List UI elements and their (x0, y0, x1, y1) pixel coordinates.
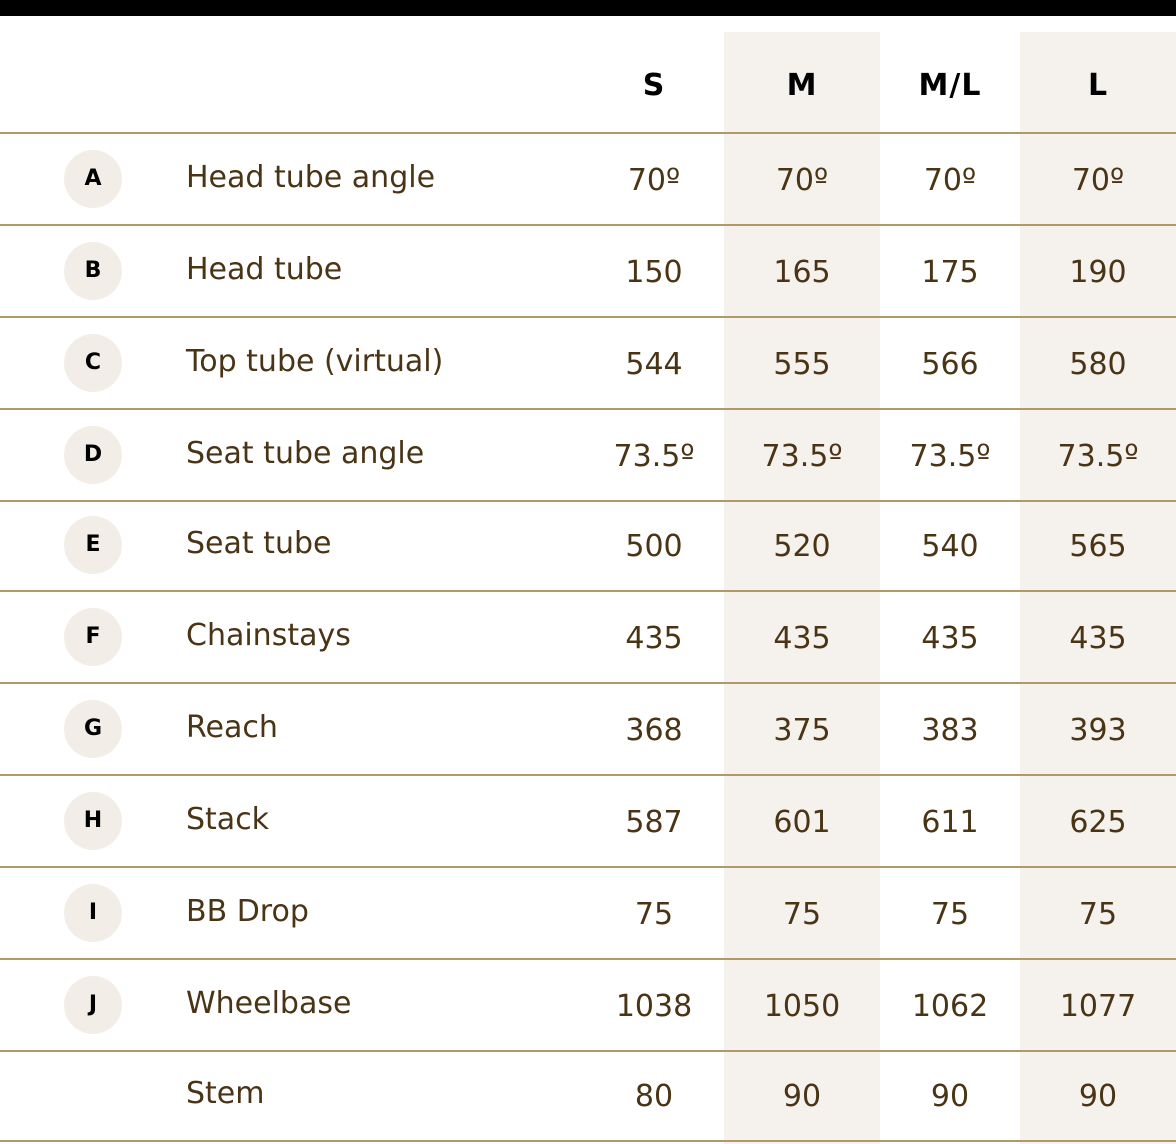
value-ml: 175 (921, 255, 979, 290)
value-s: 75 (634, 897, 674, 932)
value-l: 625 (1069, 805, 1127, 840)
value-s: 73.5º (613, 439, 695, 474)
value-m: 435 (773, 621, 831, 656)
table-row (0, 500, 1176, 592)
value-m: 90 (782, 1079, 822, 1114)
value-ml: 73.5º (909, 439, 991, 474)
value-ml: 383 (921, 713, 979, 748)
size-header-m: M (786, 68, 818, 103)
value-ml: 70º (923, 163, 977, 198)
row-label: Top tube (virtual) (186, 344, 444, 379)
table-row (0, 684, 1176, 776)
value-l: 565 (1069, 529, 1127, 564)
value-ml: 566 (921, 347, 979, 382)
row-label: Head tube angle (186, 160, 436, 195)
value-s: 368 (625, 713, 683, 748)
value-l: 70º (1071, 163, 1125, 198)
row-label: Stack (186, 802, 270, 837)
value-s: 587 (625, 805, 683, 840)
value-m: 73.5º (761, 439, 843, 474)
table-row (0, 868, 1176, 960)
value-s: 70º (627, 163, 681, 198)
top-bar (0, 0, 1176, 16)
value-l: 75 (1078, 897, 1118, 932)
table-row (0, 1050, 1176, 1142)
value-s: 1038 (615, 989, 693, 1024)
table-row (0, 960, 1176, 1052)
table-row (0, 776, 1176, 868)
row-letter-badge: D (64, 426, 122, 484)
value-m: 520 (773, 529, 831, 564)
value-l: 73.5º (1057, 439, 1139, 474)
row-letter-badge: A (64, 150, 122, 208)
size-header-ml: M/L (918, 68, 982, 103)
row-letter-badge: C (64, 334, 122, 392)
table-row (0, 318, 1176, 410)
value-s: 435 (625, 621, 683, 656)
size-header-row (0, 32, 1176, 134)
row-label: Stem (186, 1076, 265, 1111)
row-letter-badge: F (64, 608, 122, 666)
row-label: Seat tube (186, 526, 332, 561)
value-l: 1077 (1059, 989, 1137, 1024)
value-ml: 540 (921, 529, 979, 564)
table-row (0, 592, 1176, 684)
value-l: 435 (1069, 621, 1127, 656)
value-ml: 90 (930, 1079, 970, 1114)
value-ml: 435 (921, 621, 979, 656)
row-letter-badge: B (64, 242, 122, 300)
value-ml: 1062 (911, 989, 989, 1024)
value-s: 80 (634, 1079, 674, 1114)
value-s: 544 (625, 347, 683, 382)
value-m: 1050 (763, 989, 841, 1024)
size-header-l: L (1087, 68, 1109, 103)
value-m: 375 (773, 713, 831, 748)
value-s: 150 (625, 255, 683, 290)
value-l: 580 (1069, 347, 1127, 382)
value-s: 500 (625, 529, 683, 564)
value-m: 555 (773, 347, 831, 382)
row-letter-badge: G (64, 700, 122, 758)
value-ml: 75 (930, 897, 970, 932)
row-letter-badge: E (64, 516, 122, 574)
row-label: Head tube (186, 252, 343, 287)
value-ml: 611 (921, 805, 979, 840)
size-header-s: S (642, 68, 666, 103)
value-l: 393 (1069, 713, 1127, 748)
value-m: 75 (782, 897, 822, 932)
value-l: 190 (1069, 255, 1127, 290)
row-label: Seat tube angle (186, 436, 425, 471)
value-m: 70º (775, 163, 829, 198)
row-label: Reach (186, 710, 278, 745)
value-m: 601 (773, 805, 831, 840)
table-row (0, 410, 1176, 502)
row-letter-badge: H (64, 792, 122, 850)
value-l: 90 (1078, 1079, 1118, 1114)
value-m: 165 (773, 255, 831, 290)
table-row (0, 226, 1176, 318)
table-row (0, 134, 1176, 226)
row-label: Chainstays (186, 618, 351, 653)
row-label: Wheelbase (186, 986, 352, 1021)
row-letter-badge: J (64, 976, 122, 1034)
row-label: BB Drop (186, 894, 309, 929)
row-letter-badge: I (64, 884, 122, 942)
